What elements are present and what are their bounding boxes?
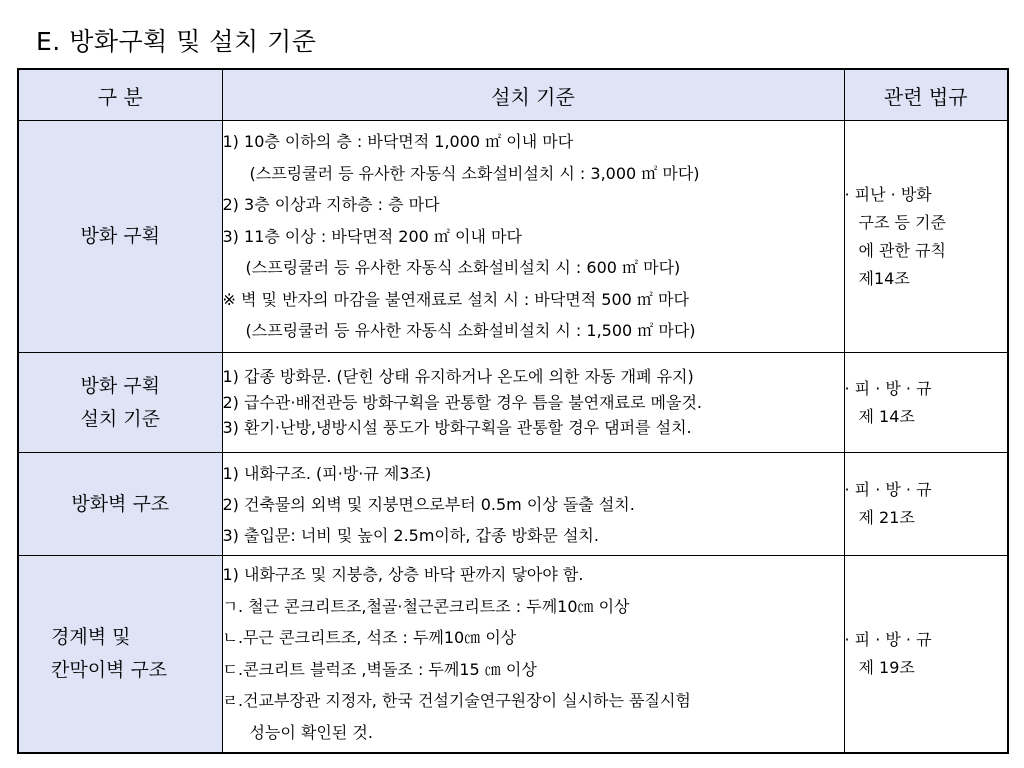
table-row <box>18 556 1008 753</box>
law-line: · 피 · 방 · 규 <box>844 480 932 499</box>
law-line: 제14조 <box>858 268 910 288</box>
table-row <box>18 453 1008 556</box>
category-label: 칸막이벽 구조 <box>51 658 168 681</box>
criteria-cell <box>222 556 844 753</box>
category-label: 방화 구획 <box>80 225 160 247</box>
criteria-line: ※ 벽 및 반자의 마감을 불연재료로 설치 시 : 바닥면적 500 ㎡ 마다 <box>222 289 689 309</box>
fire-compartment-table <box>17 68 1009 754</box>
criteria-line: 성능이 확인된 것. <box>249 722 373 742</box>
category-cell <box>18 121 222 353</box>
law-line: 제 14조 <box>858 406 915 426</box>
law-line: · 피 · 방 · 규 <box>844 629 932 649</box>
law-line: 제 21조 <box>858 508 915 527</box>
law-cell <box>844 453 1008 556</box>
law-cell <box>844 353 1008 453</box>
category-label: 설치 기준 <box>80 407 160 430</box>
criteria-cell <box>222 121 844 353</box>
category-cell <box>18 453 222 556</box>
law-line: 에 관한 규칙 <box>858 240 946 260</box>
table-row <box>18 353 1008 453</box>
criteria-line: ㄷ.콘크리트 블럭조 ,벽돌조 : 두께15 ㎝ 이상 <box>222 659 537 679</box>
table-header-row <box>18 69 1008 121</box>
criteria-line: ㄴ.무근 콘크리트조, 석조 : 두께10㎝ 이상 <box>222 628 517 648</box>
criteria-line: 1) 10층 이하의 층 : 바닥면적 1,000 ㎡ 이내 마다 <box>222 132 574 152</box>
criteria-line: (스프링쿨러 등 유사한 자동식 소화설비설치 시 : 600 ㎡ 마다) <box>245 258 681 278</box>
law-line: · 피난 · 방화 <box>844 184 932 204</box>
law-line: 제 19조 <box>858 657 915 677</box>
criteria-line: 3) 환기·난방,냉방시설 풍도가 방화구획을 관통할 경우 댐퍼를 설치. <box>222 418 692 438</box>
criteria-line: 1) 내화구조. (피·방·규 제3조) <box>222 463 432 483</box>
category-label: 경계벽 및 <box>51 625 131 648</box>
category-cell <box>18 353 222 453</box>
category-label: 방화 구획 <box>80 374 160 397</box>
criteria-line: ㄹ.건교부장관 지정자, 한국 건설기술연구원장이 실시하는 품질시험 <box>222 691 691 711</box>
header-category: 구 분 <box>18 69 222 121</box>
criteria-line: 2) 급수관·배전관등 방화구획을 관통할 경우 틈을 불연재료로 메울것. <box>222 392 703 412</box>
criteria-line: (스프링쿨러 등 유사한 자동식 소화설비설치 시 : 1,500 ㎡ 마다) <box>245 321 696 341</box>
criteria-line: 3) 11층 이상 : 바닥면적 200 ㎡ 이내 마다 <box>222 226 522 246</box>
header-law: 관련 법규 <box>844 69 1008 121</box>
criteria-line: 3) 출입문: 너비 및 높이 2.5m이하, 갑종 방화문 설치. <box>222 525 599 545</box>
criteria-line: 2) 건축물의 외벽 및 지붕면으로부터 0.5m 이상 돌출 설치. <box>222 494 635 514</box>
law-cell <box>844 121 1008 353</box>
law-cell <box>844 556 1008 753</box>
category-cell <box>18 556 222 753</box>
criteria-cell <box>222 453 844 556</box>
criteria-line: ㄱ. 철근 콘크리트조,철골·철근콘크리트조 : 두께10㎝ 이상 <box>222 596 630 616</box>
law-line: · 피 · 방 · 규 <box>844 378 932 398</box>
category-label: 방화벽 구조 <box>71 492 170 515</box>
criteria-line: 1) 내화구조 및 지붕층, 상층 바닥 판까지 닿아야 함. <box>222 565 584 585</box>
criteria-line: 1) 갑종 방화문. (닫힌 상태 유지하거나 온도에 의한 자동 개폐 유지) <box>222 367 694 387</box>
header-criteria: 설치 기준 <box>222 69 844 121</box>
page-title: E. 방화구획 및 설치 기준 <box>36 27 317 56</box>
criteria-line: 2) 3층 이상과 지하층 : 층 마다 <box>222 195 440 215</box>
law-line: 구조 등 기준 <box>858 212 946 232</box>
criteria-cell <box>222 353 844 453</box>
table-row <box>18 121 1008 353</box>
criteria-line: (스프링쿨러 등 유사한 자동식 소화설비설치 시 : 3,000 ㎡ 마다) <box>249 163 700 183</box>
